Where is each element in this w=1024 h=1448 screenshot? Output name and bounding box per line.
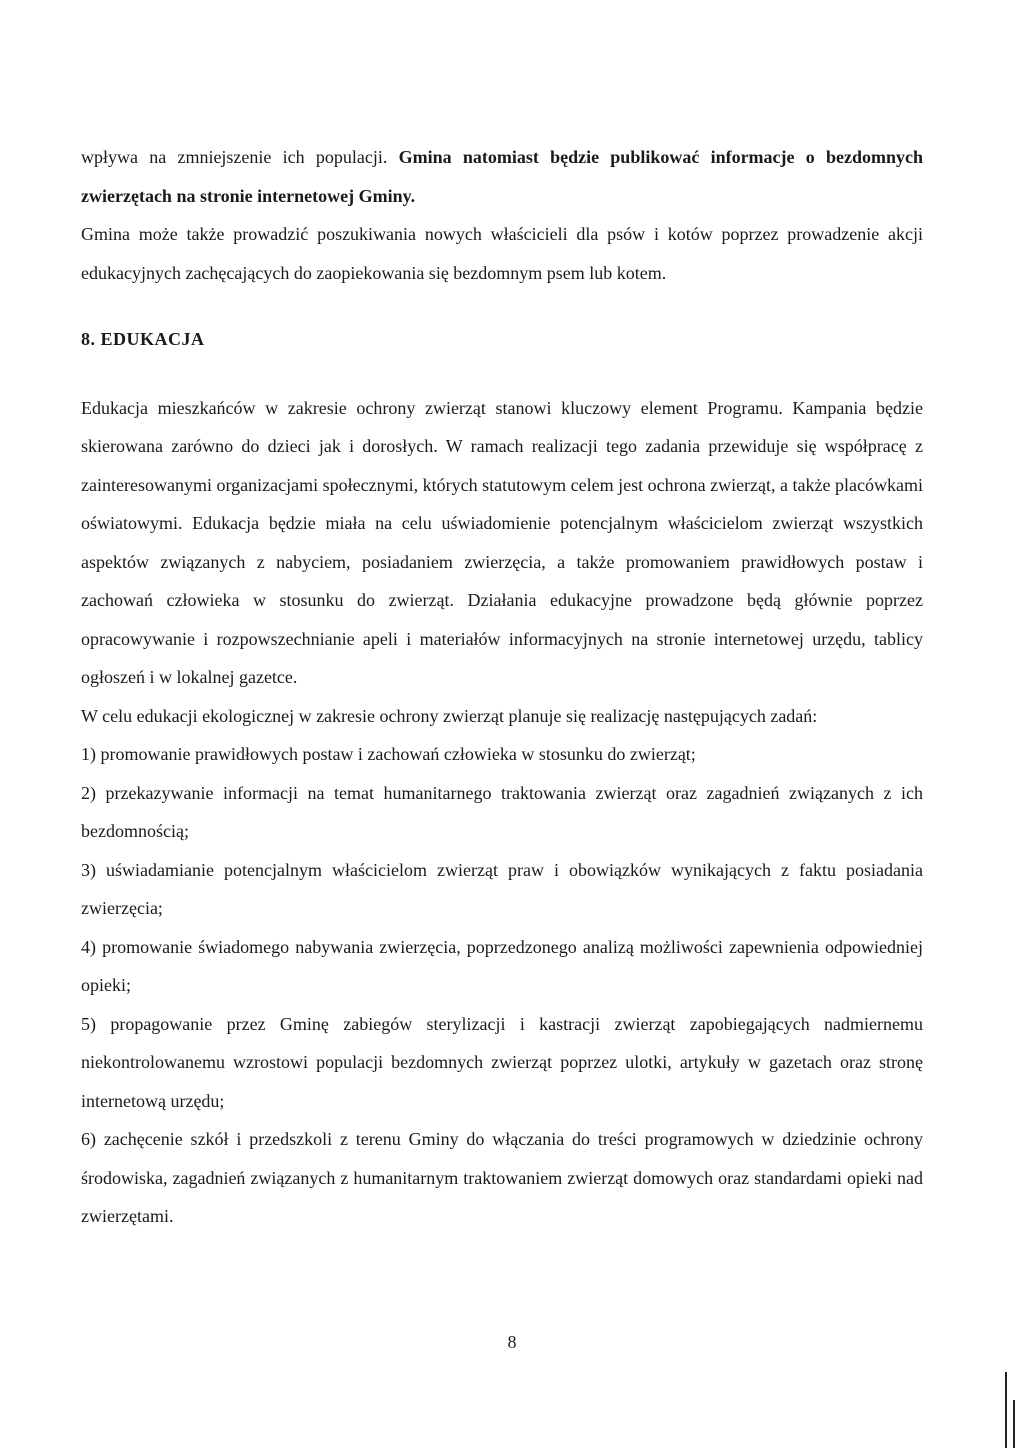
paragraph-edukacja: Edukacja mieszkańców w zakresie ochrony zwierząt stanowi kluczowy element Programu. Kampania będzie skierowana zarówno do dzieci jak i dorosłych. W ramach realizacji tego zadania przewiduje się współpracę z zainteresowanymi organizacjami społecznymi, których statutowym celem jest ochrona zwierząt, a także placówkami oświatowymi. Edukacja będzie miała na celu uświadomienie potencjalnym właścicielom zwierząt wszystkich aspektów związanych z nabyciem, posiadaniem zwierzęcia, a także promowaniem prawidłowych postaw i zachowań człowieka w stosunku do zwierząt. Działania edukacyjne prowadzone będą głównie poprzez opracowywanie i rozpowszechnianie apeli i materiałów informacyjnych na stronie internetowej urzędu, tablicy ogłoszeń i w lokalnej gazetce. — [81, 397, 923, 687]
scan-edge-mark — [1005, 1372, 1007, 1448]
section-heading: 8. EDUKACJA — [81, 329, 205, 349]
paragraph-bezdomne-zwierzeta — [81, 138, 923, 215]
paragraph-bold-text: Gmina natomiast będzie publikować informacje o bezdomnych zwierzętach na stronie internetowej Gminy. — [81, 147, 924, 206]
page-number: 8 — [507, 1332, 517, 1352]
paragraph-nowi-wlasciciele: Gmina może także prowadzić poszukiwania nowych właścicieli dla psów i kotów poprzez prowadzenie akcji edukacyjnych zachęcających do zaopiekowania się bezdomnym psem lub kotem. — [81, 224, 923, 283]
list-item-task-3: 3) uświadamianie potencjalnym właścicielom zwierząt praw i obowiązków wynikających z faktu posiadania zwierzęcia; — [81, 859, 923, 918]
scan-edge-mark — [1013, 1400, 1015, 1448]
list-item-task-6: 6) zachęcenie szkół i przedszkoli z terenu Gminy do włączania do treści programowych w dziedzinie ochrony środowiska, zagadnień związanych z humanitarnym traktowaniem zwierząt domowych oraz standardami opieki nad zwierzętami. — [81, 1129, 923, 1226]
list-item-task-2: 2) przekazywanie informacji na temat humanitarnego traktowania zwierząt oraz zagadnień związanych z ich bezdomnością; — [81, 782, 923, 841]
list-item-task-1: 1) promowanie prawidłowych postaw i zachowań człowieka w stosunku do zwierząt; — [81, 744, 696, 764]
list-item-task-5: 5) propagowanie przez Gminę zabiegów sterylizacji i kastracji zwierząt zapobiegających nadmiernemu niekontrolowanemu wzrostowi populacji bezdomnych zwierząt poprzez ulotki, artykuły w gazetach oraz stronę internetową urzędu; — [81, 1013, 923, 1111]
list-item-task-4: 4) promowanie świadomego nabywania zwierzęcia, poprzedzonego analizą możliwości zapewnienia odpowiedniej opieki; — [81, 936, 923, 995]
paragraph-text: wpływa na zmniejszenie ich populacji. — [81, 147, 399, 167]
document-page — [81, 138, 923, 1236]
paragraph-cel-edukacji: W celu edukacji ekologicznej w zakresie ochrony zwierząt planuje się realizację następujących zadań: — [81, 705, 818, 726]
